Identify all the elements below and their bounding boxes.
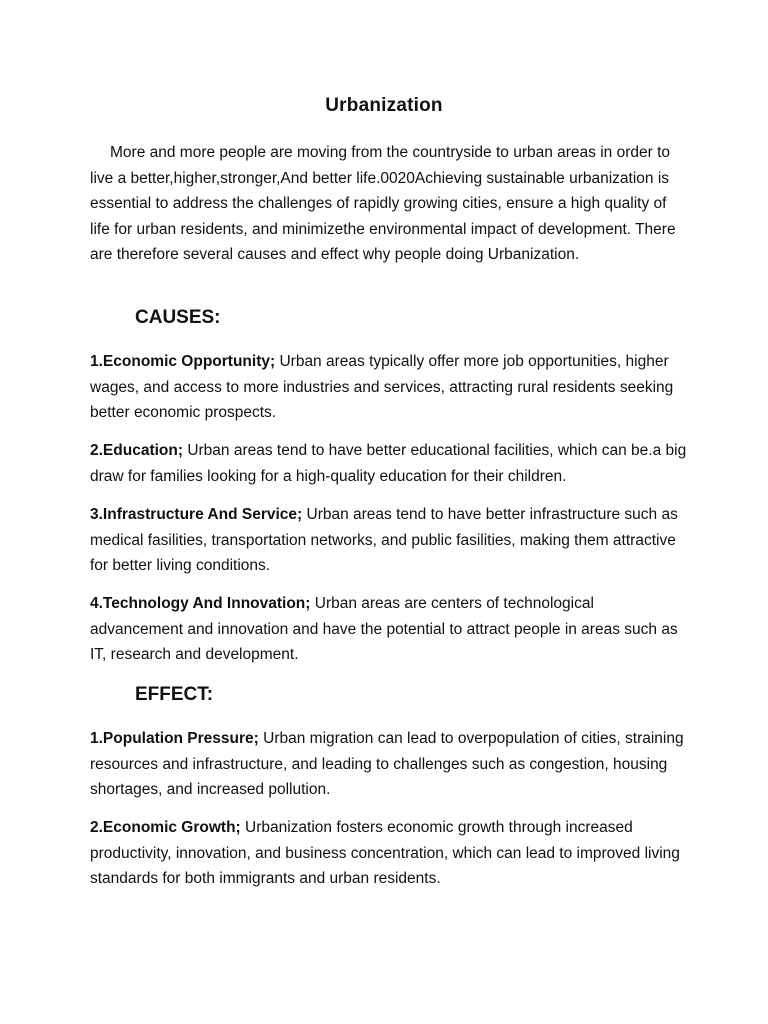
effect-item [90, 815, 690, 892]
cause-item-lead: 3.Infrastructure And Service; [90, 506, 303, 523]
causes-heading: CAUSES: [135, 307, 221, 328]
cause-item [90, 502, 690, 579]
effect-item-lead: 1.Population Pressure; [90, 730, 259, 747]
cause-item-lead: 2.Education; [90, 442, 184, 459]
cause-item [90, 591, 690, 668]
effect-item-text: Urban migration can lead to overpopulation of cities, straining resources and infrastructure, and leading to challenges such as congestion, housing shortages, and increased pollution. [90, 730, 684, 798]
document-title: Urbanization [325, 95, 443, 116]
cause-item-text: Urban areas are centers of technological advancement and innovation and have the potential to attract people in areas such as IT, research and development. [90, 595, 678, 663]
cause-item [90, 349, 690, 426]
effect-item-text: Urbanization fosters economic growth through increased productivity, innovation, and business concentration, which can lead to improved living standards for both immigrants and urban residents. [90, 819, 680, 887]
cause-item-lead: 1.Economic Opportunity; [90, 353, 276, 370]
cause-item-text: Urban areas tend to have better educational facilities, which can be.a big draw for families looking for a high-quality education for their children. [90, 442, 687, 485]
effect-item-lead: 2.Economic Growth; [90, 819, 241, 836]
intro-paragraph: More and more people are moving from the countryside to urban areas in order to live a better,higher,stronger,And better life.0020Achieving sustainable urbanization is essential to address the challenges of rapidly growing cities, ensure a high quality of life for urban residents, and minimizethe environmental impact of development. There are therefore several causes and effect why people doing Urbanization. [90, 144, 676, 263]
cause-item-lead: 4.Technology And Innovation; [90, 595, 311, 612]
cause-item-text: Urban areas typically offer more job opportunities, higher wages, and access to more industries and services, attracting rural residents seeking better economic prospects. [90, 353, 674, 421]
cause-item-text: Urban areas tend to have better infrastructure such as medical fasilities, transportation networks, and public fasilities, making them attractive for better living conditions. [90, 506, 678, 574]
effect-heading: EFFECT: [135, 684, 214, 705]
cause-item [90, 438, 690, 489]
effect-item [90, 726, 690, 803]
